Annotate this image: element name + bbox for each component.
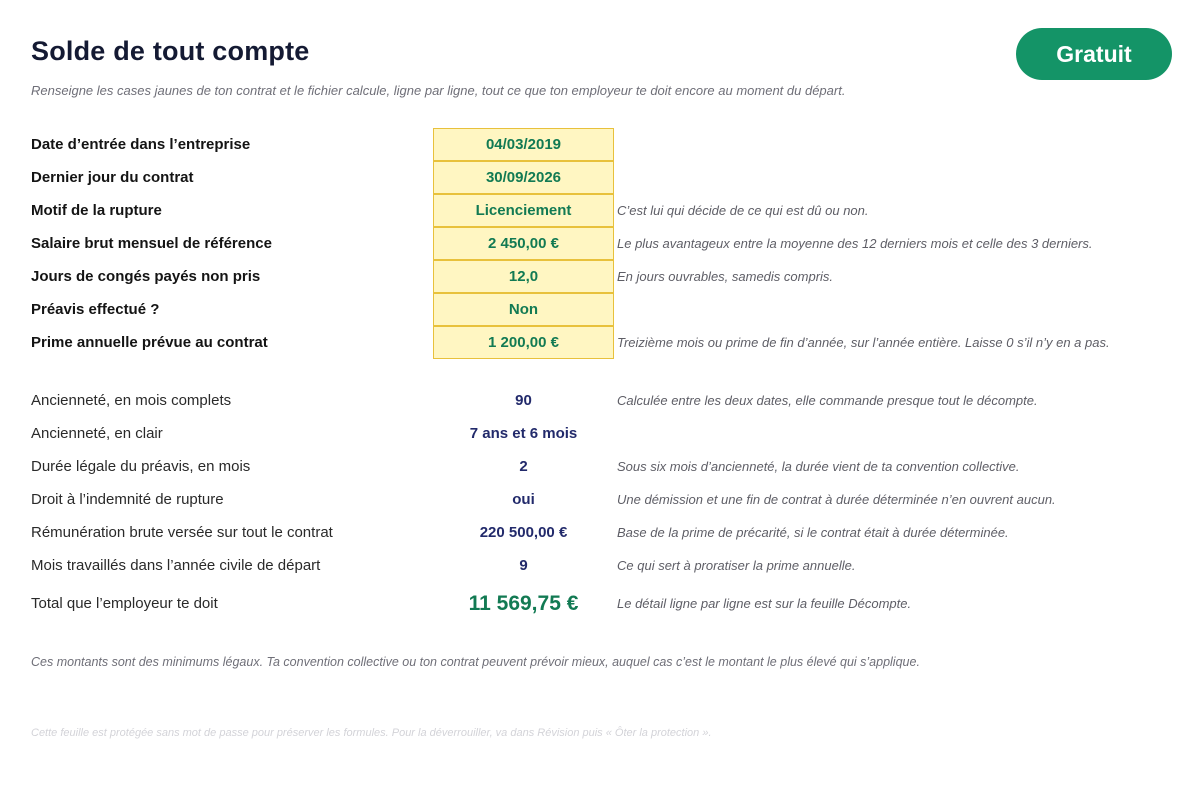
result-row-total <box>0 587 1200 620</box>
input-label: Préavis effectué ? <box>31 301 160 318</box>
notice-duration-value: 2 <box>519 458 528 475</box>
notice-served-select[interactable]: Non <box>433 293 614 326</box>
input-note: En jours ouvrables, samedis compris. <box>617 269 834 284</box>
free-badge: Gratuit <box>1016 28 1172 80</box>
protection-note: Cette feuille est protégée sans mot de passe pour préserver les formules. Pour la déverrouiller, va dans Révision puis « Ôter la protection ». <box>31 727 712 739</box>
gross-pay-total-value: 220 500,00 € <box>479 524 568 541</box>
termination-reason-select[interactable]: Licenciement <box>433 194 614 227</box>
result-note: Ce qui sert à proratiser la prime annuelle. <box>617 558 856 573</box>
total-note: Le détail ligne par ligne est sur la feuille Décompte. <box>617 596 912 611</box>
input-label: Jours de congés payés non pris <box>31 268 261 285</box>
total-value: 11 569,75 € <box>468 591 579 615</box>
result-row-severance-right <box>0 483 1200 516</box>
input-row-entry-date <box>0 128 1200 161</box>
input-label: Date d’entrée dans l’entreprise <box>31 136 251 153</box>
page-subtitle: Renseigne les cases jaunes de ton contrat et le fichier calcule, ligne par ligne, tout ce que ton employeur te doit encore au moment du départ. <box>31 83 846 98</box>
input-row-unused-leave <box>0 260 1200 293</box>
result-row-gross-pay-total <box>0 516 1200 549</box>
result-note: Calculée entre les deux dates, elle commande presque tout le décompte. <box>617 393 1038 408</box>
input-note: C’est lui qui décide de ce qui est dû ou non. <box>617 203 869 218</box>
seniority-text-value: 7 ans et 6 mois <box>469 425 578 442</box>
input-row-termination-reason <box>0 194 1200 227</box>
months-worked-value: 9 <box>519 557 528 574</box>
input-row-last-day <box>0 161 1200 194</box>
result-note: Une démission et une fin de contrat à durée déterminée n’en ouvrent aucun. <box>617 492 1056 507</box>
result-label: Ancienneté, en clair <box>31 425 163 442</box>
input-row-reference-salary <box>0 227 1200 260</box>
entry-date-input[interactable]: 04/03/2019 <box>433 128 614 161</box>
input-note: Treizième mois ou prime de fin d’année, sur l’année entière. Laisse 0 s’il n’y en a pas. <box>617 335 1110 350</box>
input-label: Motif de la rupture <box>31 202 162 219</box>
annual-bonus-input[interactable]: 1 200,00 € <box>433 326 614 359</box>
result-row-months-worked <box>0 549 1200 582</box>
result-label: Droit à l’indemnité de rupture <box>31 491 224 508</box>
result-row-seniority-months <box>0 384 1200 417</box>
legal-disclaimer: Ces montants sont des minimums légaux. Ta convention collective ou ton contrat peuvent prévoir mieux, auquel cas c’est le montant le plus élevé qui s’applique. <box>31 655 920 669</box>
input-row-annual-bonus <box>0 326 1200 359</box>
result-label: Durée légale du préavis, en mois <box>31 458 251 475</box>
page-title: Solde de tout compte <box>31 36 310 66</box>
result-note: Sous six mois d’ancienneté, la durée vient de ta convention collective. <box>617 459 1020 474</box>
last-day-input[interactable]: 30/09/2026 <box>433 161 614 194</box>
result-label: Mois travaillés dans l’année civile de départ <box>31 557 321 574</box>
result-row-notice-duration <box>0 450 1200 483</box>
input-label: Dernier jour du contrat <box>31 169 194 186</box>
result-label: Rémunération brute versée sur tout le contrat <box>31 524 333 541</box>
input-note: Le plus avantageux entre la moyenne des 12 derniers mois et celle des 3 derniers. <box>617 236 1093 251</box>
total-label: Total que l’employeur te doit <box>31 595 218 612</box>
result-row-seniority-text <box>0 417 1200 450</box>
seniority-months-value: 90 <box>515 392 532 409</box>
severance-right-value: oui <box>512 491 535 508</box>
input-label: Salaire brut mensuel de référence <box>31 235 272 252</box>
unused-leave-input[interactable]: 12,0 <box>433 260 614 293</box>
input-label: Prime annuelle prévue au contrat <box>31 334 268 351</box>
result-note: Base de la prime de précarité, si le contrat était à durée déterminée. <box>617 525 1009 540</box>
result-label: Ancienneté, en mois complets <box>31 392 232 409</box>
input-row-notice-served <box>0 293 1200 326</box>
reference-salary-input[interactable]: 2 450,00 € <box>433 227 614 260</box>
